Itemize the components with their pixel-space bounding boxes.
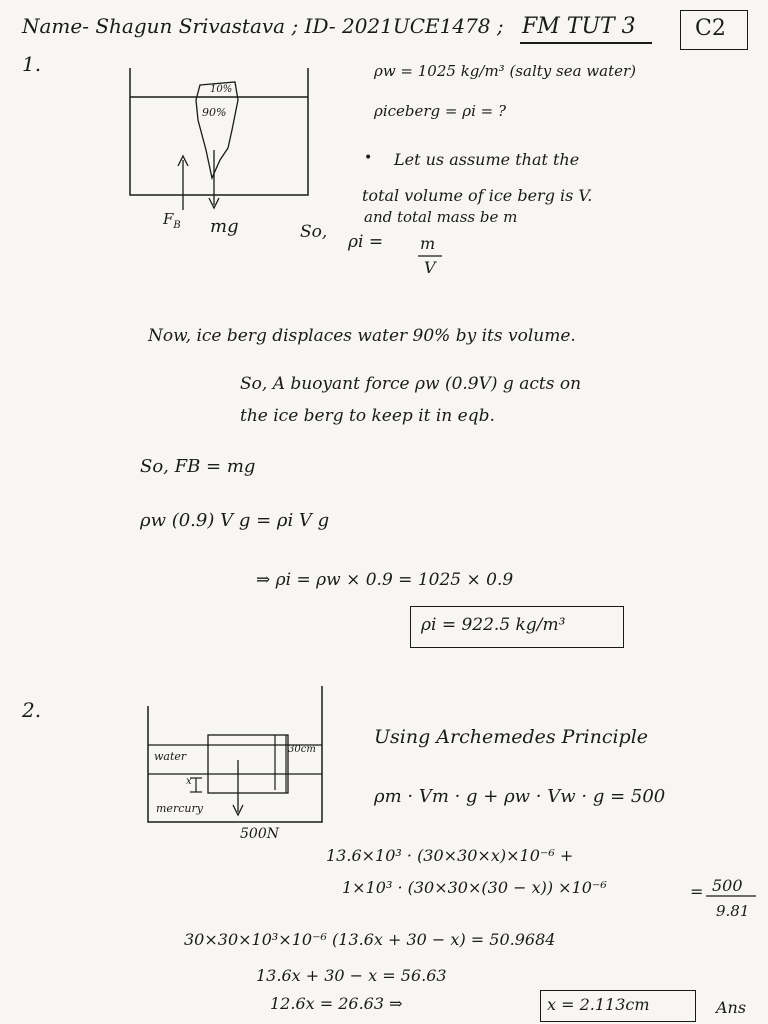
q2-label-30cm: 30cm: [288, 744, 316, 755]
now-line: Now, ice berg displaces water 90% by its volume.: [148, 326, 576, 346]
q1-answer-box: [410, 606, 624, 648]
q2-ans-label: Ans: [716, 998, 747, 1017]
q1-eq-3: ⇒ ρi = ρw × 0.9 = 1025 × 0.9: [256, 570, 514, 590]
fig-label-10pct: 10%: [210, 84, 233, 95]
q2-label-500n: 500N: [240, 826, 279, 842]
rho-water-line: ρw = 1025 kg/m³ (salty sea water): [374, 62, 637, 80]
q2-label-x: x: [186, 776, 192, 787]
q2-principle: Using Archemedes Principle: [374, 726, 649, 748]
name-id-line: Name- Shagun Srivastava ; ID- 2021UCE1478 ;: [22, 14, 504, 38]
buoyant-force-line: So, A buoyant force ρw (0.9V) g acts on: [240, 374, 582, 394]
group-label: C2: [695, 16, 726, 41]
fig-buoyant-label: $F_B$: [163, 210, 181, 231]
rho-ice-line: ρiceberg = ρi = ?: [374, 102, 507, 120]
page-title: FM TUT 3: [522, 14, 636, 39]
fraction-numerator: m: [420, 234, 436, 253]
assume-line-2: total volume of ice berg is V.: [362, 186, 593, 205]
q2-eq-3-denominator: 9.81: [716, 902, 750, 920]
assume-line-1: Let us assume that the: [394, 150, 580, 169]
fig-weight-label: mg: [210, 216, 239, 237]
keep-eqb-line: the ice berg to keep it in eqb.: [240, 406, 495, 426]
q1-answer: ρi = 922.5 kg/m³: [421, 615, 566, 635]
q1-eq-1: So, FB = mg: [140, 456, 256, 477]
q2-eq-4: 30×30×10³×10⁻⁶ (13.6x + 30 − x) = 50.9684: [184, 930, 556, 949]
q2-eq-3: 1×10³ · (30×30×(30 − x)) ×10⁻⁶: [342, 878, 607, 897]
q2-answer: x = 2.113cm: [547, 995, 650, 1014]
assume-line-3: and total mass be m: [364, 208, 518, 226]
q2-block: [208, 735, 288, 793]
q2-eq-3-equals: =: [690, 882, 704, 901]
q2-eq-6: 12.6x = 26.63 ⇒: [270, 994, 403, 1013]
q2-eq-5: 13.6x + 30 − x = 56.63: [256, 966, 447, 985]
q2-eq-3-numerator: 500: [712, 876, 743, 895]
q2-eq-1: ρm · Vm · g + ρw · Vw · g = 500: [374, 786, 666, 807]
so-label: So,: [300, 222, 328, 242]
q2-label-mercury: mercury: [156, 802, 203, 815]
q1-number: 1.: [22, 52, 42, 76]
fraction-denominator: V: [424, 258, 436, 277]
q2-answer-box: [540, 990, 696, 1022]
q2-number: 2.: [22, 698, 42, 722]
assume-bullet: •: [364, 150, 373, 166]
rho-i-label: ρi =: [348, 232, 384, 252]
q2-eq-2: 13.6×10³ · (30×30×x)×10⁻⁶ +: [326, 846, 574, 865]
q1-eq-2: ρw (0.9) V g = ρi V g: [140, 510, 330, 531]
q2-label-water: water: [154, 750, 187, 763]
fig-label-90pct: 90%: [202, 106, 227, 119]
